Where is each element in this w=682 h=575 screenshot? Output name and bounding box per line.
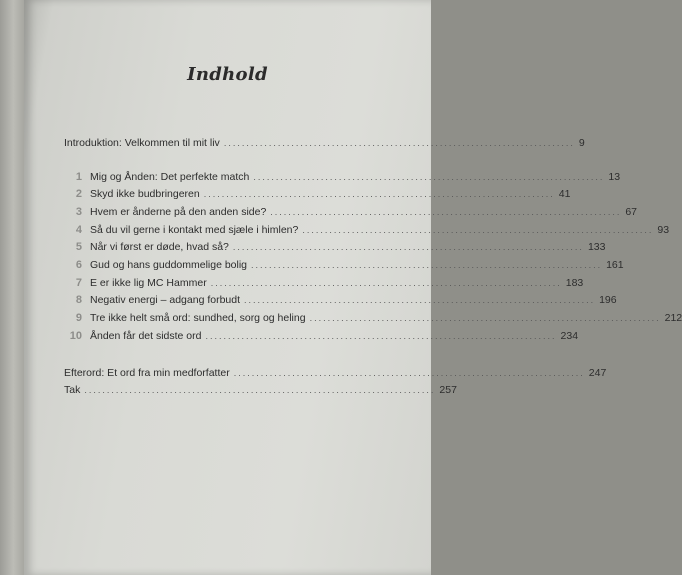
toc-entry-page: 234	[560, 330, 579, 342]
book-spine-edge	[0, 0, 24, 575]
toc-entry-chapter	[64, 241, 606, 257]
toc-leader-dots: ..............................................................................	[251, 260, 603, 270]
toc-leader-dots: ..............................................................................	[270, 207, 622, 217]
toc-entry-page: 133	[587, 241, 606, 253]
toc-entry-text: Hvem er ånderne på den anden side?	[90, 206, 267, 218]
toc-leader-dots: ..............................................................................	[232, 242, 584, 252]
toc-entry-page: 13	[608, 171, 621, 183]
toc-chapter-number: 7	[75, 277, 82, 289]
toc-entry-text: Mig og Ånden: Det perfekte match	[90, 171, 250, 183]
toc-entry-text: Tak	[64, 384, 81, 396]
page-title: Indhold	[187, 64, 268, 85]
toc-entry-text: Ånden får det sidste ord	[90, 330, 202, 342]
toc-entry-page: 93	[657, 224, 670, 236]
toc-leader-dots: ..............................................................................	[223, 138, 575, 148]
toc-entry-page: 41	[558, 188, 571, 200]
toc-entry-text: Efterord: Et ord fra min medforfatter	[64, 367, 230, 379]
toc-chapter-number: 6	[75, 259, 82, 271]
toc-leader-dots: ..............................................................................	[203, 189, 555, 199]
toc-entry-text: Skyd ikke budbringeren	[90, 188, 200, 200]
toc-chapter-number: 2	[75, 188, 82, 200]
toc-entry-page: 9	[578, 137, 585, 149]
toc-entry-chapter	[64, 330, 579, 346]
toc-entry-text: Tre ikke helt små ord: sundhed, sorg og heling	[90, 312, 306, 324]
toc-entry-text: Gud og hans guddommelige bolig	[90, 259, 248, 271]
toc-leader-dots: ..............................................................................	[210, 278, 562, 288]
toc-chapter-number: 10	[69, 330, 82, 342]
toc-entry-page: 212	[664, 312, 682, 324]
toc-entry-text: E er ikke lig MC Hammer	[90, 277, 207, 289]
toc-entry-text: Så du vil gerne i kontakt med sjæle i himlen?	[90, 224, 299, 236]
toc-entry-chapter	[64, 294, 617, 310]
toc-chapter-number: 9	[75, 312, 82, 324]
toc-entry-chapter	[64, 171, 621, 187]
toc-entry-chapter	[64, 277, 584, 293]
toc-chapter-number: 5	[75, 241, 82, 253]
toc-entry-thanks	[64, 384, 457, 400]
toc-chapter-number: 8	[75, 294, 82, 306]
toc-entry-page: 247	[588, 367, 607, 379]
toc-entry-page: 196	[599, 294, 617, 306]
toc-entry-chapter	[64, 259, 624, 275]
book-page	[24, 0, 682, 575]
toc-entry-text: Når vi først er døde, hvad så?	[90, 241, 229, 253]
toc-leader-dots: ..............................................................................	[244, 295, 596, 305]
toc-entry-text: Introduktion: Velkommen til mit liv	[64, 137, 220, 149]
toc-entry-text: Negativ energi – adgang forbudt	[90, 294, 241, 306]
toc-leader-dots: ..............................................................................	[253, 172, 605, 182]
toc-leader-dots: ..............................................................................	[84, 385, 436, 395]
toc-entry-page: 67	[625, 206, 638, 218]
toc-entry-afterword	[64, 367, 607, 383]
toc-leader-dots: ..............................................................................	[302, 225, 654, 235]
toc-chapter-number: 3	[75, 206, 82, 218]
toc-leader-dots: ..............................................................................	[309, 313, 661, 323]
toc-leader-dots: ..............................................................................	[205, 331, 557, 341]
toc-entry-chapter	[64, 312, 682, 328]
toc-entry-page: 183	[565, 277, 584, 289]
toc-chapter-number: 4	[75, 224, 82, 236]
toc-entry-page: 257	[439, 384, 457, 396]
toc-entry-intro	[64, 137, 585, 153]
toc-entry-page: 161	[606, 259, 624, 271]
toc-entry-chapter	[64, 206, 638, 222]
toc-chapter-number: 1	[75, 171, 82, 183]
toc-entry-chapter	[64, 224, 670, 240]
toc-leader-dots: ..............................................................................	[233, 368, 585, 378]
toc-entry-chapter	[64, 188, 571, 204]
